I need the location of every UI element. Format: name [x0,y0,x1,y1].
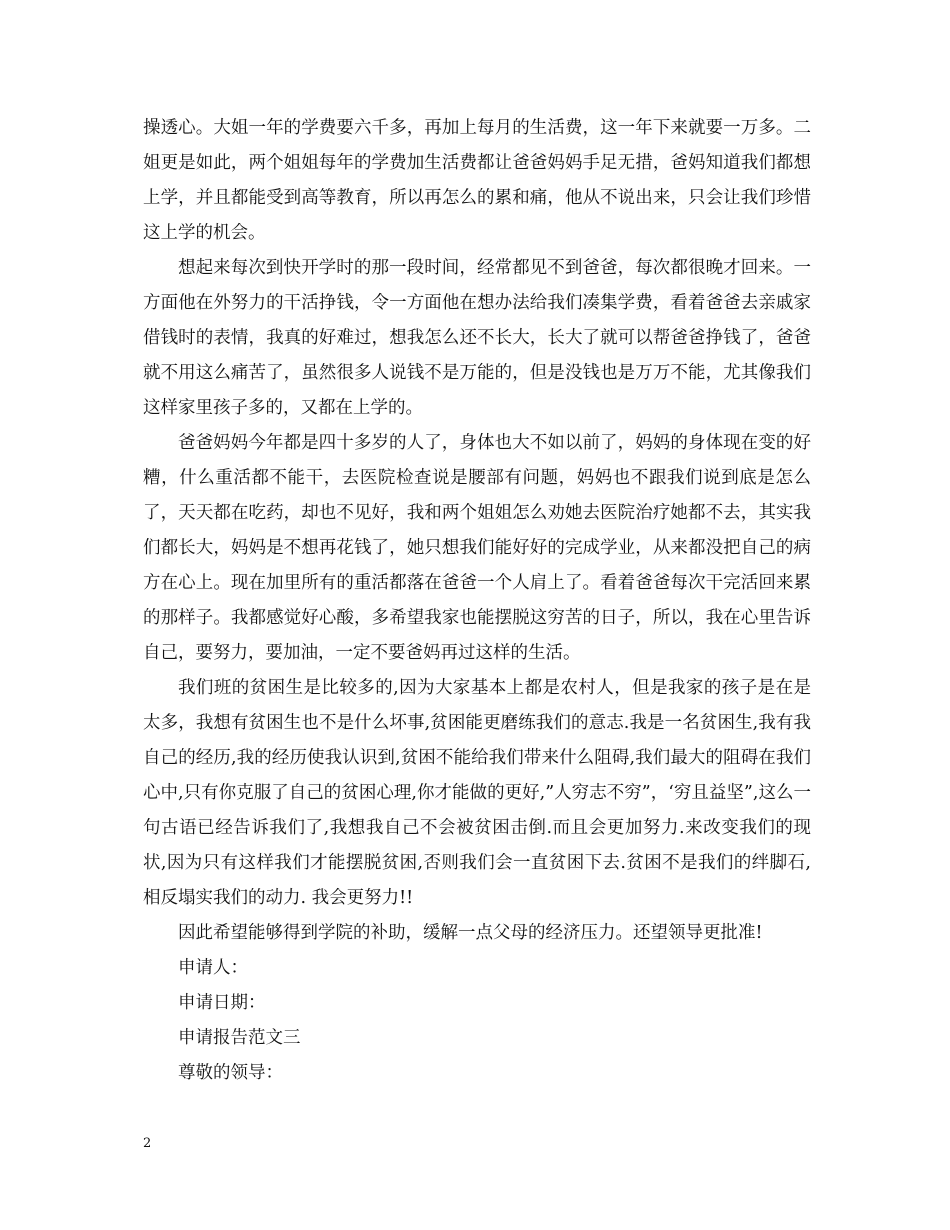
paragraph-school-start: 想起来每次到快开学时的那一段时间，经常都见不到爸爸，每次都很晚才回来。一方面他在外努力的干活挣钱，令一方面他在想办法给我们凑集学费，看着爸爸去亲戚家借钱时的表情，我真的好难过，想我怎么还不长大，长大了就可以帮爸爸挣钱了，爸爸就不用这么痛苦了，虽然很多人说钱不是万能的，但是没钱也是万万不能，尤其像我们这样家里孩子多的，又都在上学的。 [143,258,811,418]
application-date-label: 申请日期： [178,993,266,1013]
paragraph-poverty-reflection: 我们班的贫困生是比较多的,因为大家基本上都是农村人，但是我家的孩子是在是太多，我想有贫困生也不是什么坏事,贫困能更磨练我们的意志.我是一名贫困生,我有我自己的经历,我的经历使我认识到,贫困不能给我们带来什么阻碍,我们最大的阻碍在我们心中,只有你克服了自己的贫困心理,你才能做的更好,”人穷志不穷”，‘穷且益坚”,这么一句古语已经告诉我们了,我想我自己不会被贫困击倒.而且会更加努力.来改变我们的现状,因为只有这样我们才能摆脱贫困,否则我们会一直贫困下去.贫困不是我们的绊脚石,相反塌实我们的动力. 我会更努力!! [143,678,811,908]
document-body [143,111,811,1091]
paragraph-continued: 操透心。大姐一年的学费要六千多，再加上每月的生活费，这一年下来就要一万多。二姐更是如此，两个姐姐每年的学费加生活费都让爸爸妈妈手足无措，爸妈知道我们都想上学，并且都能受到高等教育，所以再怎么的累和痛，他从不说出来，只会让我们珍惜这上学的机会。 [143,118,811,243]
paragraph-request: 因此希望能够得到学院的补助，缓解一点父母的经济压力。还望领导更批准! [178,923,763,943]
paragraph-parents-health: 爸爸妈妈今年都是四十多岁的人了，身体也大不如以前了，妈妈的身体现在变的好糟，什么重活都不能干，去医院检查说是腰部有问题，妈妈也不跟我们说到底是怎么了，天天都在吃药，却也不见好，我和两个姐姐怎么劝她去医院治疗她都不去，其实我们都长大，妈妈是不想再花钱了，她只想我们能好好的完成学业，从来都没把自己的病方在心上。现在加里所有的重活都落在爸爸一个人肩上了。看着爸爸每次干完活回来累的那样子。我都感觉好心酸，多希望我家也能摆脱这穷苦的日子，所以，我在心里告诉自己，要努力，要加油，一定不要爸妈再过这样的生活。 [143,433,811,663]
sample-title: 申请报告范文三 [178,1028,301,1048]
salutation: 尊敬的领导： [178,1063,283,1083]
applicant-label: 申请人： [178,958,248,978]
page-number: 2 [143,1136,152,1151]
